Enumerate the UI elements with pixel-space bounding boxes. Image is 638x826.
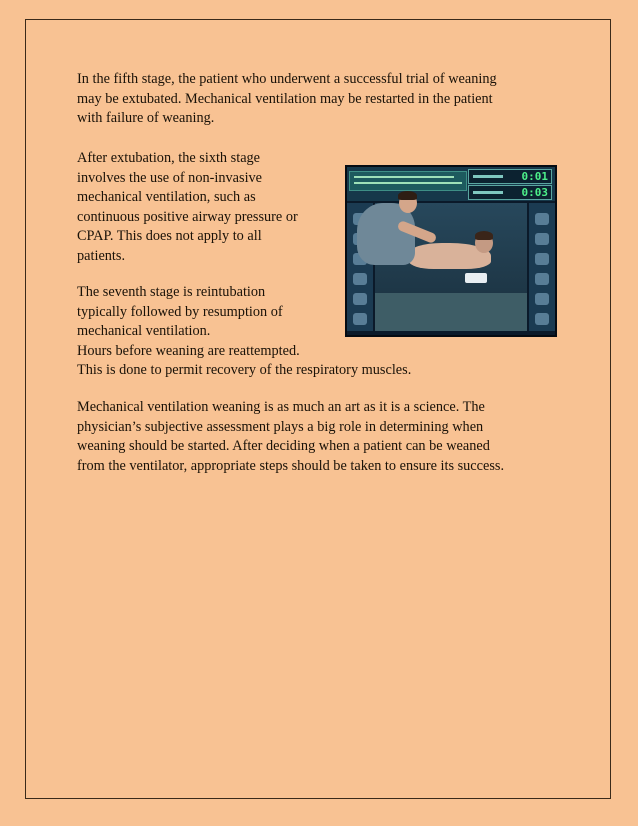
right-tool-panel [529, 203, 555, 331]
tool-icon [353, 313, 367, 325]
arrival-time-digits: 0:03 [521, 186, 548, 199]
text-line: In the fifth stage, the patient who underwent a successful trial of weaning [77, 71, 497, 87]
text-line: from the ventilator, appropriate steps should be taken to ensure its success. [77, 457, 505, 474]
tool-icon [535, 273, 549, 285]
cpr-simulation-image [345, 165, 557, 337]
total-time-display [468, 169, 552, 184]
text-line: The seventh stage is reintubation [77, 284, 266, 300]
tool-icon [535, 313, 549, 325]
text-line: mechanical ventilation, such as [77, 189, 256, 206]
instruction-panel [349, 171, 467, 191]
text-line: continuous positive airway pressure or [77, 208, 298, 225]
paragraph-sixth-stage [77, 149, 339, 267]
tool-icon [535, 253, 549, 265]
paragraph-seventh-stage [77, 283, 412, 381]
text-line: CPAP. This does not apply to all [77, 228, 262, 245]
text-line: After extubation, the sixth stage [77, 150, 261, 166]
tool-icon [535, 213, 549, 225]
text-line: mechanical ventilation. [77, 323, 211, 340]
tool-icon [535, 233, 549, 245]
text-line: This is done to permit recovery of the respiratory muscles. [77, 362, 412, 379]
arrival-time-display [468, 185, 552, 200]
text-line: involves the use of non-invasive [77, 169, 263, 186]
aed-device [465, 273, 487, 283]
text-line: with failure of weaning. [77, 110, 215, 127]
tool-icon [353, 273, 367, 285]
text-line: typically followed by resumption of [77, 303, 283, 320]
text-line: patients. [77, 247, 126, 264]
text-line: Mechanical ventilation weaning is as much an art as it is a science. The [77, 399, 485, 415]
simulation-toolbar [347, 167, 555, 201]
tool-icon [535, 293, 549, 305]
paragraph-fifth-stage [77, 70, 577, 129]
paragraph-conclusion [77, 398, 577, 476]
total-time-digits: 0:01 [521, 170, 548, 183]
text-line: weaning should be started. After deciding when a patient can be weaned [77, 438, 490, 455]
tool-icon [353, 293, 367, 305]
text-line: may be extubated. Mechanical ventilation may be restarted in the patient [77, 90, 493, 107]
text-line: physician’s subjective assessment plays a big role in determining when [77, 418, 484, 435]
text-line: Hours before weaning are reattempted. [77, 342, 300, 359]
